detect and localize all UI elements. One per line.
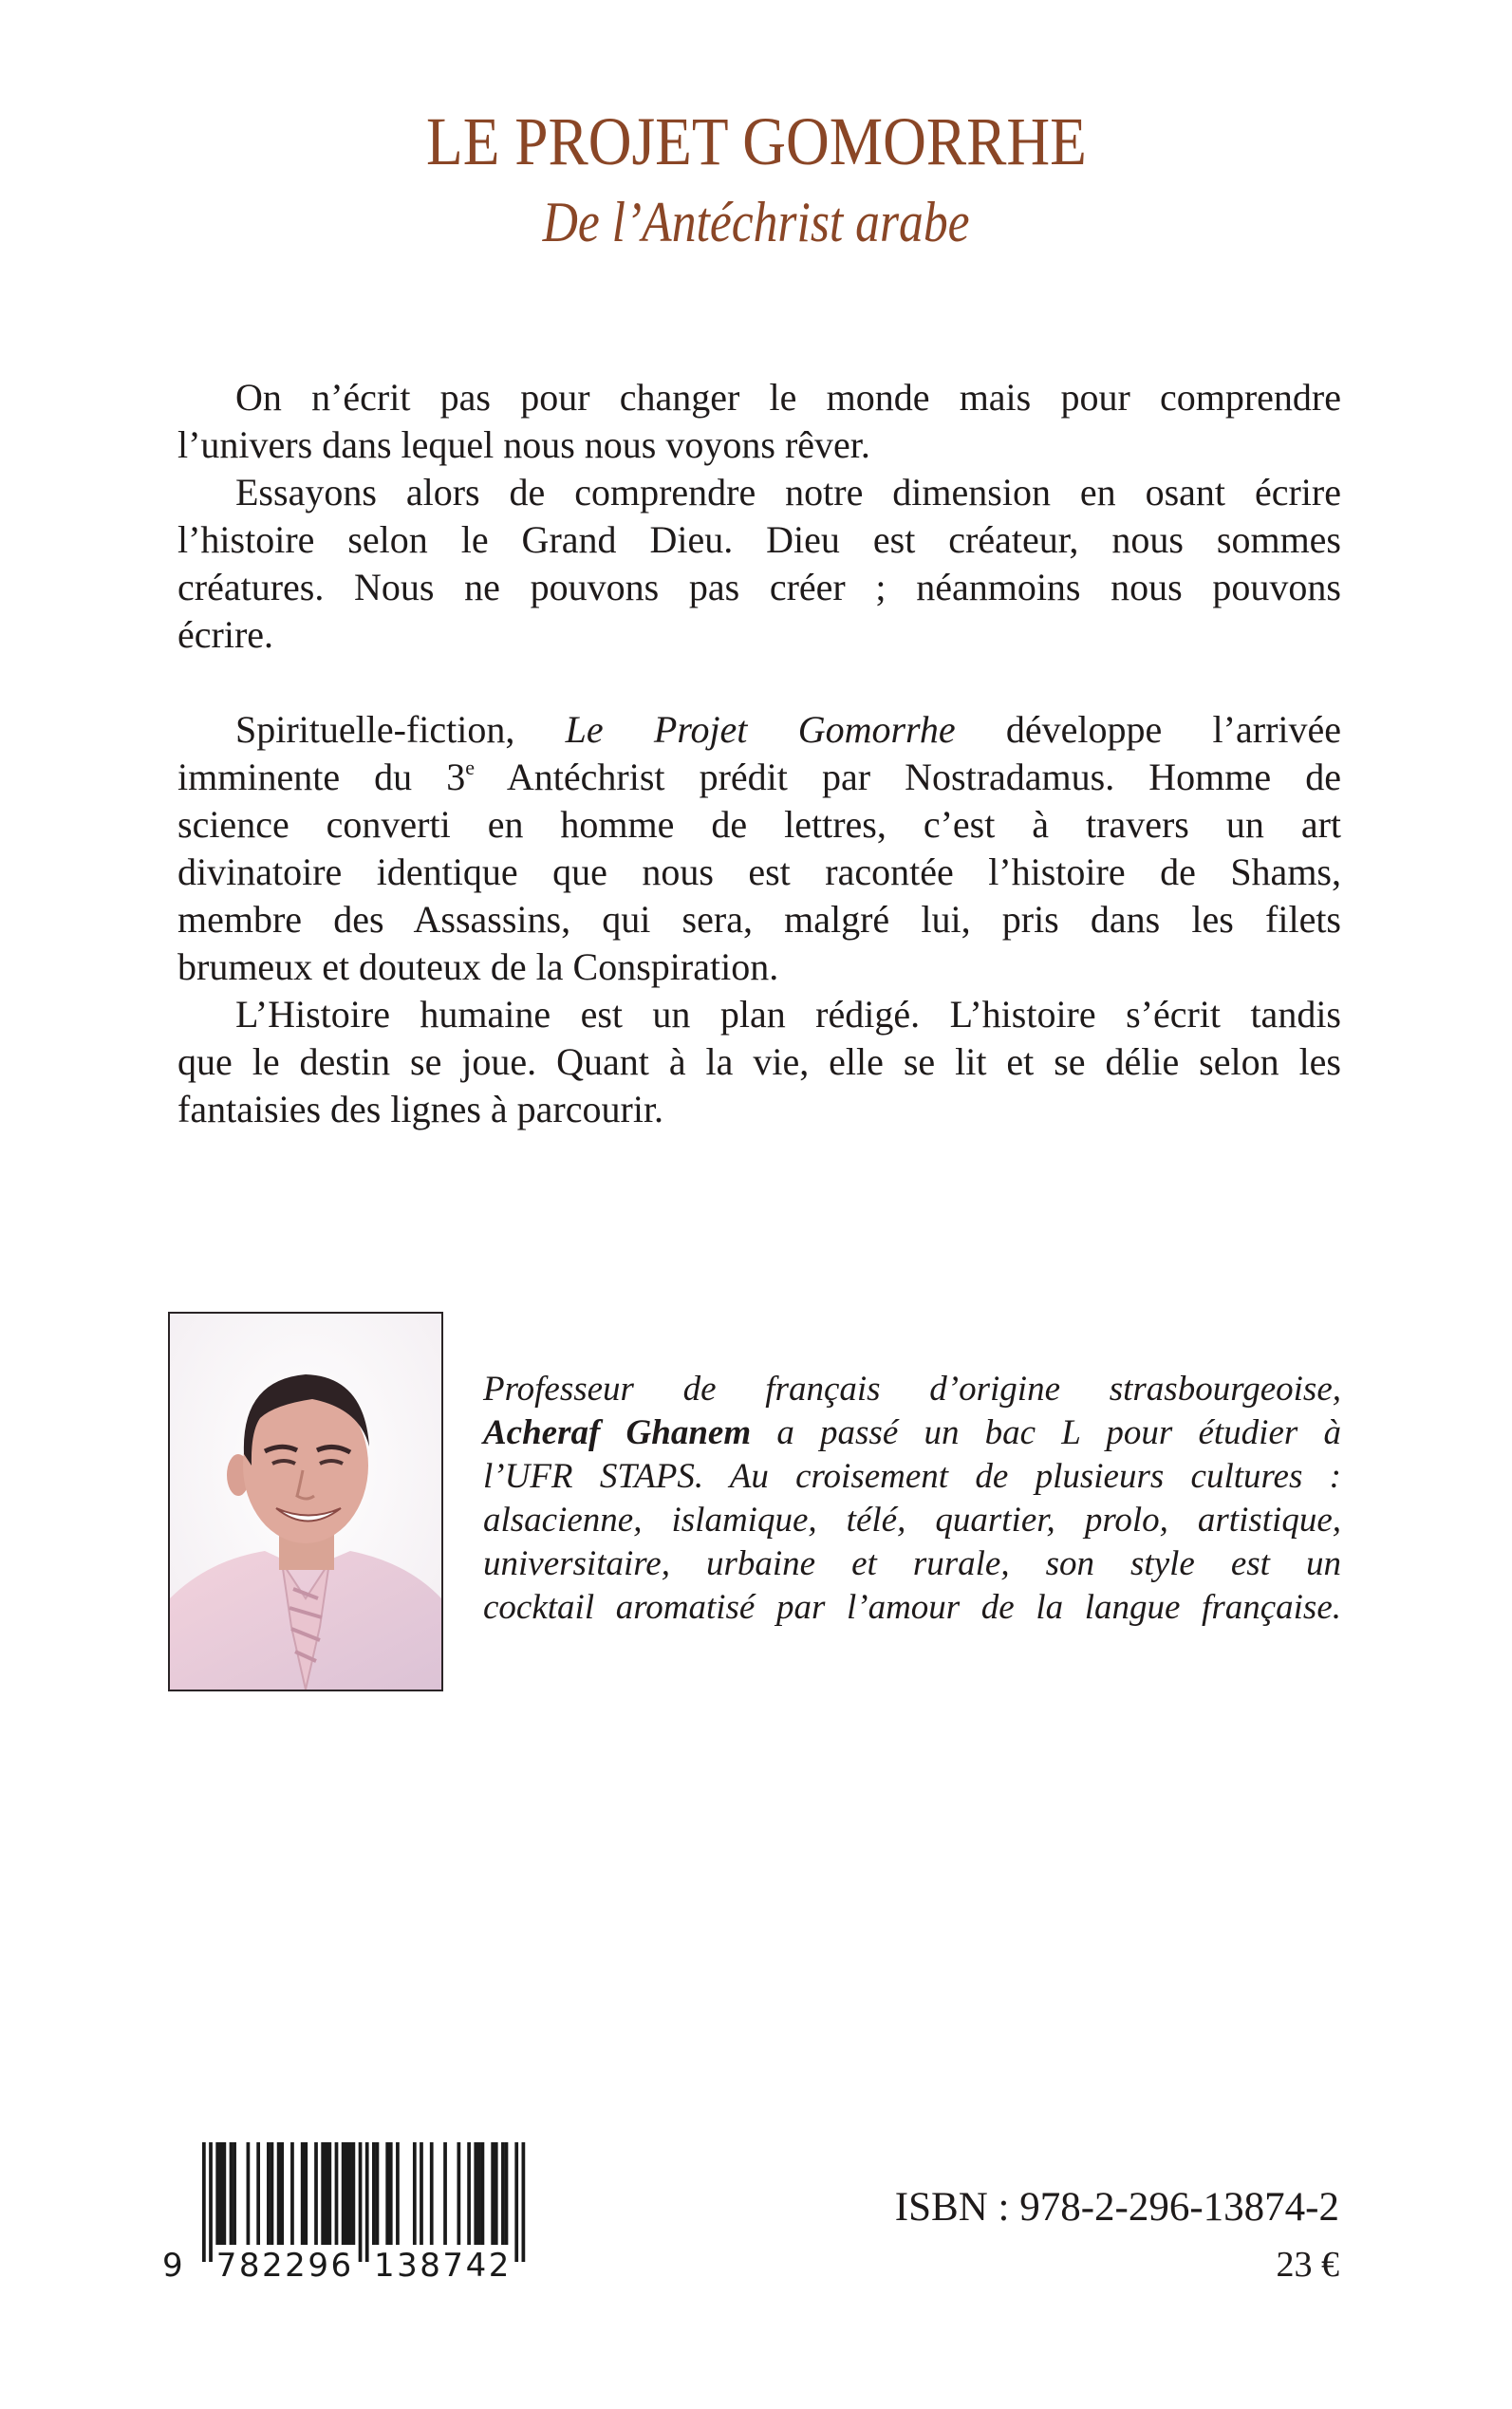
barcode-bar [514,2142,518,2262]
barcode-bar [457,2142,461,2245]
ean13-barcode [157,2136,536,2288]
barcode-bar [365,2142,369,2262]
isbn-label: ISBN : 978-2-296-13874-2 [894,2185,1339,2230]
barcode-bar [219,2142,223,2245]
barcode-bar [277,2142,281,2245]
blurb-line: écrire. [177,613,274,656]
blurb-line [177,754,1341,801]
blurb-line: l’histoire selon le Grand Dieu. Dieu est créateur, nous sommes [177,518,1341,561]
barcode-bar [477,2142,481,2245]
barcode-bar [501,2142,505,2245]
barcode-bar [443,2142,447,2245]
blurb-line: science converti en homme de lettres, c’est à travers un art [177,803,1341,846]
barcode-bar [342,2142,345,2245]
barcode-bar [372,2142,376,2245]
barcode-bar [314,2142,318,2245]
author-photo [168,1312,443,1691]
barcode-bar [505,2142,509,2245]
barcode-bar [233,2142,236,2245]
bio-line: l’UFR STAPS. Au croisement de plusieurs cultures : [483,1457,1341,1496]
barcode-bar [389,2142,393,2245]
barcode-bar [481,2142,485,2245]
author-name: Acheraf Ghanem [483,1413,752,1452]
bio-line: cocktail aromatisé par l’amour de la langue française. [483,1588,1341,1627]
ordinal-superscript: e [465,756,476,779]
back-cover-blurb [177,374,1341,1133]
barcode-bar [321,2142,325,2245]
blurb-text: imminente du 3 [177,756,466,798]
blurb-line: l’univers dans lequel nous nous voyons rêver. [177,423,870,466]
bio-text: a passé un bac L pour étudier à [751,1413,1341,1452]
barcode-bar [376,2142,380,2245]
barcode-digits: 138742 [374,2247,510,2285]
blurb-text: développe l’arrivée [955,708,1342,751]
book-subtitle: De l’Antéchrist arabe [542,191,970,253]
barcode-digits: 782296 [215,2247,352,2285]
author-bio [483,1368,1341,1630]
barcode-bar [271,2142,274,2245]
barcode-bar [467,2142,471,2245]
paragraph-gap [177,659,1341,706]
barcode-bar [359,2142,363,2262]
blurb-line: membre des Assassins, qui sera, malgré lui, pris dans les filets [177,898,1341,941]
barcode-bar [385,2142,389,2245]
blurb-line: créatures. Nous ne pouvons pas créer ; néanmoins nous pouvons [177,566,1341,608]
barcode-bar [396,2142,400,2245]
barcode-bar [247,2142,251,2245]
barcode-bar [491,2142,495,2245]
barcode-bar [413,2142,417,2245]
blurb-line: L’Histoire humaine est un plan rédigé. L’histoire s’écrit tandis [235,993,1341,1036]
barcode-bar [495,2142,498,2245]
blurb-text: Spirituelle-fiction, [235,708,566,751]
blurb-line: que le destin se joue. Quant à la vie, elle se lit et se délie selon les [177,1040,1341,1083]
blurb-line: fantaisies des lignes à parcourir. [177,1088,664,1130]
barcode-bar [474,2142,477,2245]
barcode-bar [304,2142,308,2245]
barcode-bar [420,2142,423,2245]
barcode-bar [352,2142,356,2245]
blurb-line: brumeux et douteux de la Conspiration. [177,945,779,988]
barcode-bar [325,2142,328,2245]
barcode-bar [256,2142,260,2245]
barcode-digits: 9 [162,2247,183,2285]
barcode-bar [522,2142,526,2262]
author-portrait-illustration [170,1314,441,1690]
barcode-bar [345,2142,348,2245]
blurb-text: Antéchrist prédit par Nostradamus. Homme de [475,756,1342,798]
barcode-bar [348,2142,352,2245]
blurb-line: On n’écrit pas pour changer le monde mais pour comprendre [235,376,1341,419]
barcode-bar [280,2142,284,2245]
bio-line: Professeur de français d’origine strasbourgeoise, [483,1370,1341,1409]
book-title: LE PROJET GOMORRHE [425,103,1087,179]
barcode-bar [327,2142,331,2245]
price-label: 23 € [1276,2245,1339,2285]
blurb-line [177,706,1341,754]
barcode-bar [202,2142,206,2262]
bio-line: alsacienne, islamique, télé, quartier, prolo, artistique, [483,1501,1341,1540]
barcode-bar [209,2142,213,2262]
blurb-line: divinatoire identique que nous est racontée l’histoire de Shams, [177,850,1341,893]
bio-line [483,1411,1341,1455]
book-title-inline: Le Projet Gomorrhe [565,708,956,751]
barcode-bar [215,2142,219,2245]
barcode-bar [267,2142,271,2245]
barcode-bar [335,2142,339,2245]
barcode-bar [430,2142,434,2245]
barcode-bar [230,2142,233,2245]
barcode-bar [222,2142,226,2245]
bio-line: universitaire, urbaine et rurale, son style est un [483,1544,1341,1583]
barcode-bar [301,2142,305,2245]
barcode-bar [290,2142,294,2245]
blurb-line: Essayons alors de comprendre notre dimension en osant écrire [235,471,1341,514]
